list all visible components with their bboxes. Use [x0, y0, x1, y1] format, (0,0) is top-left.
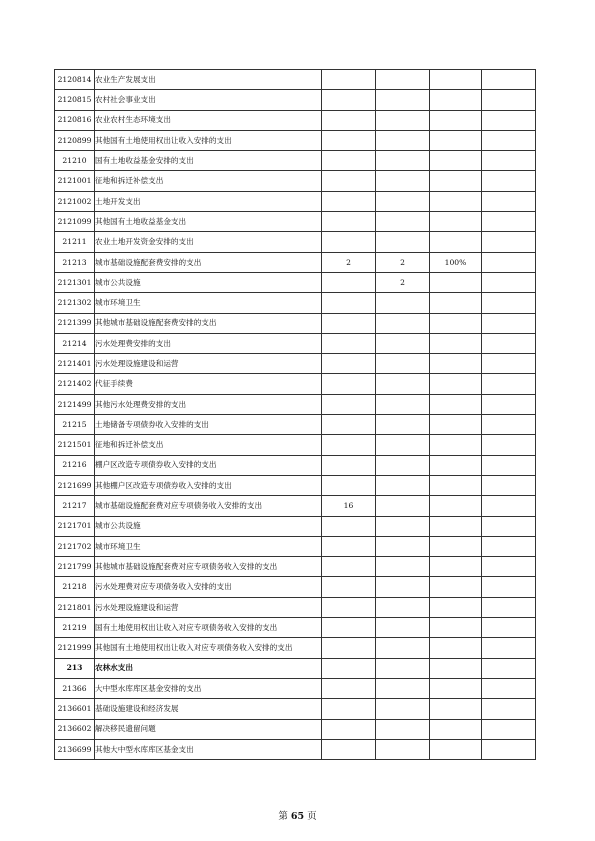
table-row — [55, 354, 536, 374]
table-body — [55, 70, 536, 760]
row-value-col5 — [430, 171, 482, 191]
table-row — [55, 536, 536, 556]
row-value-col4 — [376, 191, 430, 211]
table-row — [55, 110, 536, 130]
row-name: 解决移民遗留问题 — [95, 719, 322, 739]
table-row — [55, 699, 536, 719]
row-value-col3 — [322, 394, 376, 414]
row-value-col5 — [430, 739, 482, 759]
table-row — [55, 678, 536, 698]
row-value-col4 — [376, 394, 430, 414]
row-code: 2120816 — [55, 110, 95, 130]
row-name: 农业土地开发资金安排的支出 — [95, 232, 322, 252]
row-value-col3: 16 — [322, 496, 376, 516]
page-prefix: 第 — [278, 811, 288, 822]
row-value-col3: 2 — [322, 252, 376, 272]
table-row — [55, 171, 536, 191]
row-code: 21366 — [55, 678, 95, 698]
row-value-col6 — [482, 658, 536, 678]
row-value-col4 — [376, 354, 430, 374]
row-value-col3 — [322, 272, 376, 292]
row-value-col3 — [322, 70, 376, 90]
row-value-col3 — [322, 415, 376, 435]
row-value-col6 — [482, 252, 536, 272]
row-value-col3 — [322, 191, 376, 211]
row-value-col6 — [482, 618, 536, 638]
row-value-col4 — [376, 678, 430, 698]
table-row — [55, 212, 536, 232]
row-code: 2121401 — [55, 354, 95, 374]
row-value-col4 — [376, 374, 430, 394]
row-value-col6 — [482, 130, 536, 150]
row-value-col6 — [482, 557, 536, 577]
row-value-col4: 2 — [376, 272, 430, 292]
row-value-col6 — [482, 536, 536, 556]
table-row — [55, 739, 536, 759]
row-value-col4 — [376, 212, 430, 232]
page-footer — [0, 808, 595, 822]
row-value-col3 — [322, 130, 376, 150]
row-value-col4 — [376, 557, 430, 577]
row-name: 其他国有土地使用权出让收入对应专项债务收入安排的支出 — [95, 638, 322, 658]
row-code: 2121001 — [55, 171, 95, 191]
table-row — [55, 313, 536, 333]
row-code: 2136601 — [55, 699, 95, 719]
row-value-col3 — [322, 536, 376, 556]
row-code: 21217 — [55, 496, 95, 516]
table-row — [55, 597, 536, 617]
row-code: 2121501 — [55, 435, 95, 455]
row-value-col6 — [482, 739, 536, 759]
table-row — [55, 252, 536, 272]
row-value-col5 — [430, 678, 482, 698]
row-name: 其他城市基础设施配套费对应专项债务收入安排的支出 — [95, 557, 322, 577]
row-value-col6 — [482, 435, 536, 455]
row-name: 污水处理费安排的支出 — [95, 333, 322, 353]
row-value-col5 — [430, 638, 482, 658]
row-value-col3 — [322, 475, 376, 495]
row-name: 农业生产发展支出 — [95, 70, 322, 90]
row-name: 国有土地收益基金安排的支出 — [95, 151, 322, 171]
row-name: 其他污水处理费安排的支出 — [95, 394, 322, 414]
row-value-col3 — [322, 374, 376, 394]
row-code: 2121499 — [55, 394, 95, 414]
row-code: 21219 — [55, 618, 95, 638]
row-code: 2121002 — [55, 191, 95, 211]
row-value-col4 — [376, 90, 430, 110]
row-value-col5 — [430, 90, 482, 110]
row-value-col3 — [322, 110, 376, 130]
row-code: 2120815 — [55, 90, 95, 110]
row-value-col6 — [482, 699, 536, 719]
row-value-col6 — [482, 415, 536, 435]
row-value-col5 — [430, 415, 482, 435]
row-value-col5 — [430, 110, 482, 130]
row-value-col4 — [376, 415, 430, 435]
row-value-col4 — [376, 130, 430, 150]
row-value-col4 — [376, 232, 430, 252]
row-value-col5 — [430, 293, 482, 313]
row-value-col4 — [376, 171, 430, 191]
row-code: 2120899 — [55, 130, 95, 150]
row-code: 2136602 — [55, 719, 95, 739]
row-name: 棚户区改造专项债券收入安排的支出 — [95, 455, 322, 475]
row-code: 2121799 — [55, 557, 95, 577]
row-value-col3 — [322, 618, 376, 638]
table-row — [55, 374, 536, 394]
row-value-col5 — [430, 496, 482, 516]
row-code: 2120814 — [55, 70, 95, 90]
row-value-col3 — [322, 293, 376, 313]
table-row — [55, 394, 536, 414]
row-value-col5 — [430, 313, 482, 333]
row-code: 2121701 — [55, 516, 95, 536]
row-value-col6 — [482, 354, 536, 374]
table-row — [55, 638, 536, 658]
table-row — [55, 232, 536, 252]
row-name: 其他大中型水库库区基金支出 — [95, 739, 322, 759]
row-value-col6 — [482, 171, 536, 191]
row-value-col6 — [482, 232, 536, 252]
row-name: 土地储备专项债券收入安排的支出 — [95, 415, 322, 435]
row-code: 2121402 — [55, 374, 95, 394]
table-row — [55, 496, 536, 516]
row-value-col5: 100% — [430, 252, 482, 272]
row-value-col6 — [482, 719, 536, 739]
table-row — [55, 191, 536, 211]
row-value-col5 — [430, 212, 482, 232]
row-code: 2121099 — [55, 212, 95, 232]
row-value-col6 — [482, 293, 536, 313]
row-code: 2121302 — [55, 293, 95, 313]
table-row — [55, 70, 536, 90]
row-value-col4 — [376, 151, 430, 171]
table-row — [55, 435, 536, 455]
row-name: 征地和拆迁补偿支出 — [95, 171, 322, 191]
row-value-col4 — [376, 699, 430, 719]
row-value-col5 — [430, 394, 482, 414]
table-row — [55, 455, 536, 475]
row-value-col5 — [430, 557, 482, 577]
row-value-col5 — [430, 333, 482, 353]
row-name: 大中型水库库区基金安排的支出 — [95, 678, 322, 698]
row-value-col5 — [430, 719, 482, 739]
row-code: 21218 — [55, 577, 95, 597]
row-value-col3 — [322, 577, 376, 597]
table-row — [55, 90, 536, 110]
row-name: 其他棚户区改造专项债券收入安排的支出 — [95, 475, 322, 495]
row-value-col3 — [322, 313, 376, 333]
row-value-col5 — [430, 151, 482, 171]
page-number: 65 — [290, 811, 305, 822]
row-value-col6 — [482, 678, 536, 698]
row-value-col4 — [376, 658, 430, 678]
table-row — [55, 415, 536, 435]
table-row — [55, 130, 536, 150]
row-code: 2121801 — [55, 597, 95, 617]
row-value-col3 — [322, 678, 376, 698]
row-name: 国有土地使用权出让收入对应专项债务收入安排的支出 — [95, 618, 322, 638]
row-name: 城市环境卫生 — [95, 536, 322, 556]
row-value-col5 — [430, 455, 482, 475]
row-value-col3 — [322, 516, 376, 536]
row-value-col6 — [482, 313, 536, 333]
table-row — [55, 618, 536, 638]
row-value-col3 — [322, 90, 376, 110]
row-code: 2121301 — [55, 272, 95, 292]
row-value-col6 — [482, 455, 536, 475]
row-value-col4 — [376, 536, 430, 556]
row-value-col4 — [376, 455, 430, 475]
row-value-col4 — [376, 435, 430, 455]
row-value-col6 — [482, 394, 536, 414]
row-value-col6 — [482, 110, 536, 130]
row-value-col5 — [430, 658, 482, 678]
row-name: 土地开发支出 — [95, 191, 322, 211]
row-value-col3 — [322, 699, 376, 719]
row-value-col4 — [376, 516, 430, 536]
row-value-col3 — [322, 557, 376, 577]
row-name: 农业农村生态环境支出 — [95, 110, 322, 130]
row-value-col5 — [430, 191, 482, 211]
row-value-col4 — [376, 618, 430, 638]
row-value-col5 — [430, 354, 482, 374]
row-value-col3 — [322, 455, 376, 475]
row-value-col3 — [322, 354, 376, 374]
row-name: 城市基础设施配套费安排的支出 — [95, 252, 322, 272]
row-value-col6 — [482, 496, 536, 516]
row-value-col6 — [482, 475, 536, 495]
row-value-col5 — [430, 516, 482, 536]
row-value-col3 — [322, 171, 376, 191]
row-name: 城市公共设施 — [95, 272, 322, 292]
row-value-col5 — [430, 232, 482, 252]
row-value-col3 — [322, 212, 376, 232]
row-value-col3 — [322, 151, 376, 171]
row-code: 21211 — [55, 232, 95, 252]
row-code: 2136699 — [55, 739, 95, 759]
table-row — [55, 658, 536, 678]
row-code: 213 — [55, 658, 95, 678]
row-value-col4 — [376, 333, 430, 353]
row-name: 其他国有土地收益基金支出 — [95, 212, 322, 232]
table-row — [55, 475, 536, 495]
row-value-col6 — [482, 638, 536, 658]
row-value-col4 — [376, 475, 430, 495]
row-value-col3 — [322, 333, 376, 353]
table-row — [55, 272, 536, 292]
budget-table — [54, 69, 536, 760]
row-value-col3 — [322, 638, 376, 658]
row-value-col6 — [482, 516, 536, 536]
row-name: 城市环境卫生 — [95, 293, 322, 313]
row-value-col4: 2 — [376, 252, 430, 272]
row-code: 2121702 — [55, 536, 95, 556]
row-value-col4 — [376, 110, 430, 130]
row-value-col4 — [376, 293, 430, 313]
row-value-col6 — [482, 90, 536, 110]
row-value-col4 — [376, 739, 430, 759]
row-name: 污水处理设施建设和运营 — [95, 354, 322, 374]
row-name: 其他国有土地使用权出让收入安排的支出 — [95, 130, 322, 150]
row-value-col6 — [482, 577, 536, 597]
row-value-col5 — [430, 374, 482, 394]
row-value-col5 — [430, 272, 482, 292]
row-name: 城市公共设施 — [95, 516, 322, 536]
row-value-col5 — [430, 597, 482, 617]
row-name: 农村社会事业支出 — [95, 90, 322, 110]
table-row — [55, 719, 536, 739]
row-code: 21213 — [55, 252, 95, 272]
row-value-col6 — [482, 272, 536, 292]
row-value-col5 — [430, 435, 482, 455]
row-name: 其他城市基础设施配套费安排的支出 — [95, 313, 322, 333]
table-row — [55, 557, 536, 577]
table-row — [55, 516, 536, 536]
row-value-col6 — [482, 151, 536, 171]
row-value-col6 — [482, 374, 536, 394]
row-code: 21214 — [55, 333, 95, 353]
table-row — [55, 293, 536, 313]
row-name: 基础设施建设和经济发展 — [95, 699, 322, 719]
row-name: 代征手续费 — [95, 374, 322, 394]
table-row — [55, 333, 536, 353]
row-value-col6 — [482, 70, 536, 90]
row-code: 2121399 — [55, 313, 95, 333]
table-row — [55, 577, 536, 597]
row-value-col5 — [430, 130, 482, 150]
row-name: 征地和拆迁补偿支出 — [95, 435, 322, 455]
row-name: 城市基础设施配套费对应专项债务收入安排的支出 — [95, 496, 322, 516]
row-code: 21216 — [55, 455, 95, 475]
row-name: 污水处理费对应专项债务收入安排的支出 — [95, 577, 322, 597]
row-value-col5 — [430, 70, 482, 90]
row-code: 21215 — [55, 415, 95, 435]
row-code: 21210 — [55, 151, 95, 171]
row-value-col4 — [376, 70, 430, 90]
row-value-col5 — [430, 699, 482, 719]
row-value-col6 — [482, 212, 536, 232]
row-value-col4 — [376, 719, 430, 739]
row-value-col4 — [376, 313, 430, 333]
row-name: 污水处理设施建设和运营 — [95, 597, 322, 617]
row-value-col3 — [322, 435, 376, 455]
row-value-col6 — [482, 333, 536, 353]
page-suffix: 页 — [307, 811, 317, 822]
row-name: 农林水支出 — [95, 658, 322, 678]
row-code: 2121699 — [55, 475, 95, 495]
row-value-col3 — [322, 232, 376, 252]
row-value-col3 — [322, 739, 376, 759]
table-row — [55, 151, 536, 171]
row-value-col4 — [376, 597, 430, 617]
row-value-col3 — [322, 658, 376, 678]
row-value-col6 — [482, 597, 536, 617]
row-value-col3 — [322, 597, 376, 617]
row-value-col5 — [430, 536, 482, 556]
row-value-col5 — [430, 618, 482, 638]
row-value-col4 — [376, 577, 430, 597]
row-value-col3 — [322, 719, 376, 739]
row-value-col5 — [430, 475, 482, 495]
row-value-col4 — [376, 638, 430, 658]
row-value-col4 — [376, 496, 430, 516]
row-value-col5 — [430, 577, 482, 597]
row-code: 2121999 — [55, 638, 95, 658]
row-value-col6 — [482, 191, 536, 211]
